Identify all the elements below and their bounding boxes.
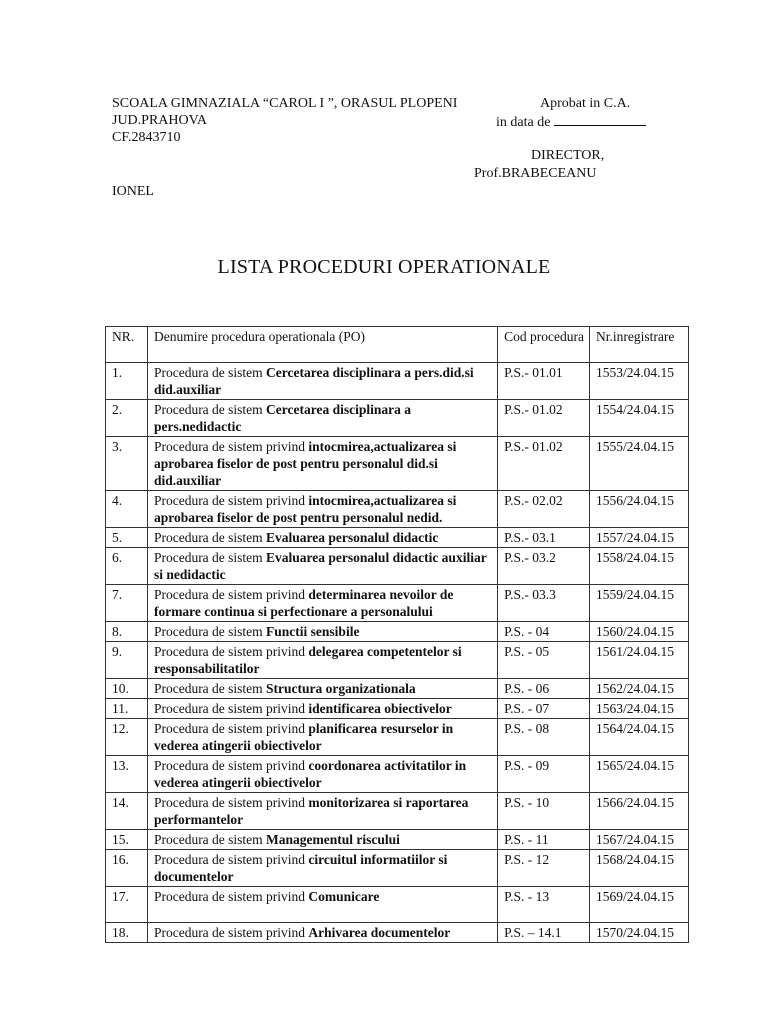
cell-name: [147, 719, 497, 756]
cell-nr: 17.: [106, 887, 148, 923]
date-blank-line: [554, 112, 646, 126]
cell-nr: 15.: [106, 830, 148, 850]
cell-nr: 8.: [106, 622, 148, 642]
cell-nr: 2.: [106, 400, 148, 437]
table-row: [106, 679, 689, 699]
procedure-subject: determinarea nevoilor de formare continua si perfectionare a personalului: [153, 587, 454, 619]
table-row: [106, 850, 689, 887]
cell-code: P.S. - 09: [498, 756, 590, 793]
cell-reg: 1553/24.04.15: [590, 363, 689, 400]
cell-reg: 1566/24.04.15: [590, 793, 689, 830]
cell-nr: 18.: [106, 923, 148, 943]
table-row: [106, 585, 689, 622]
cell-reg: 1554/24.04.15: [590, 400, 689, 437]
table-row: [106, 363, 689, 400]
procedure-subject: monitorizarea si raportarea performantelor: [153, 795, 469, 827]
procedure-type: Procedura de sistem privind: [153, 852, 306, 867]
cell-code: P.S.- 01.02: [498, 437, 590, 491]
cell-nr: 4.: [106, 491, 148, 528]
procedure-subject: Evaluarea personalul didactic auxiliar si nedidactic: [153, 550, 487, 582]
cell-reg: 1569/24.04.15: [590, 887, 689, 923]
procedure-type: Procedura de sistem privind: [153, 758, 306, 773]
cell-name: [147, 622, 497, 642]
cell-name: [147, 793, 497, 830]
cell-reg: 1570/24.04.15: [590, 923, 689, 943]
cell-reg: 1564/24.04.15: [590, 719, 689, 756]
procedure-subject: delegarea competentelor si responsabilitatilor: [153, 644, 462, 676]
cell-code: P.S.- 01.01: [498, 363, 590, 400]
cell-nr: 3.: [106, 437, 148, 491]
table-row: [106, 699, 689, 719]
cell-reg: 1557/24.04.15: [590, 528, 689, 548]
table-row: [106, 491, 689, 528]
cell-code: P.S. - 11: [498, 830, 590, 850]
cell-name: [147, 400, 497, 437]
cell-nr: 11.: [106, 699, 148, 719]
cell-nr: 9.: [106, 642, 148, 679]
procedure-type: Procedura de sistem privind: [153, 439, 306, 454]
procedure-type: Procedura de sistem: [153, 624, 263, 639]
cell-name: [147, 642, 497, 679]
procedure-type: Procedura de sistem: [153, 681, 263, 696]
table-row: [106, 719, 689, 756]
cell-reg: 1568/24.04.15: [590, 850, 689, 887]
cell-name: [147, 585, 497, 622]
header-nr: NR.: [106, 327, 148, 363]
procedure-type: Procedura de sistem: [153, 365, 263, 380]
cell-code: P.S.- 01.02: [498, 400, 590, 437]
school-name: SCOALA GIMNAZIALA “CAROL I ”, ORASUL PLOPENI: [112, 96, 458, 111]
cell-name: [147, 756, 497, 793]
table-row: [106, 622, 689, 642]
cell-nr: 13.: [106, 756, 148, 793]
table-row: [106, 793, 689, 830]
procedure-type: Procedura de sistem privind: [153, 587, 306, 602]
cell-code: P.S. - 13: [498, 887, 590, 923]
cell-code: P.S.- 03.1: [498, 528, 590, 548]
cell-name: [147, 363, 497, 400]
cell-code: P.S. - 04: [498, 622, 590, 642]
procedure-subject: intocmirea,actualizarea si aprobarea fiselor de post pentru personalul nedid.: [153, 493, 457, 525]
cell-nr: 7.: [106, 585, 148, 622]
cell-name: [147, 548, 497, 585]
cell-name: [147, 887, 497, 923]
cell-code: P.S.- 03.3: [498, 585, 590, 622]
header-name: Denumire procedura operationala (PO): [147, 327, 497, 363]
cell-code: P.S. - 12: [498, 850, 590, 887]
cell-code: P.S. - 08: [498, 719, 590, 756]
cell-name: [147, 699, 497, 719]
approval-label: Aprobat in C.A.: [540, 96, 631, 111]
procedure-type: Procedura de sistem privind: [153, 925, 306, 940]
procedure-subject: Arhivarea documentelor: [308, 925, 451, 940]
cell-reg: 1565/24.04.15: [590, 756, 689, 793]
cell-reg: 1558/24.04.15: [590, 548, 689, 585]
cell-code: P.S. - 10: [498, 793, 590, 830]
procedure-subject: circuitul informatiilor si documentelor: [153, 852, 448, 884]
procedure-type: Procedura de sistem: [153, 550, 263, 565]
cell-reg: 1559/24.04.15: [590, 585, 689, 622]
cell-name: [147, 437, 497, 491]
procedure-type: Procedura de sistem: [153, 832, 263, 847]
county-line: JUD.PRAHOVA: [112, 113, 208, 128]
cell-nr: 16.: [106, 850, 148, 887]
cell-name: [147, 491, 497, 528]
table-row: [106, 923, 689, 943]
cell-reg: 1563/24.04.15: [590, 699, 689, 719]
procedure-type: Procedura de sistem: [153, 530, 263, 545]
table-row: [106, 400, 689, 437]
procedure-type: Procedura de sistem privind: [153, 493, 306, 508]
cell-reg: 1567/24.04.15: [590, 830, 689, 850]
procedure-type: Procedura de sistem privind: [153, 701, 306, 716]
table-row: [106, 437, 689, 491]
director-title: Prof.BRABECEANU: [474, 166, 597, 181]
cell-nr: 6.: [106, 548, 148, 585]
procedure-type: Procedura de sistem privind: [153, 644, 306, 659]
table-row: [106, 756, 689, 793]
cell-code: P.S.- 02.02: [498, 491, 590, 528]
procedure-subject: Functii sensibile: [266, 624, 360, 639]
cell-reg: 1562/24.04.15: [590, 679, 689, 699]
cell-name: [147, 528, 497, 548]
cell-name: [147, 830, 497, 850]
cell-reg: 1555/24.04.15: [590, 437, 689, 491]
table-row: [106, 830, 689, 850]
cell-reg: 1556/24.04.15: [590, 491, 689, 528]
procedure-subject: Managementul riscului: [266, 832, 400, 847]
cell-nr: 10.: [106, 679, 148, 699]
table-row: [106, 887, 689, 923]
director-first-name: IONEL: [112, 184, 154, 199]
procedure-subject: Cercetarea disciplinara a pers.nedidactic: [153, 402, 412, 434]
cell-code: P.S. – 14.1: [498, 923, 590, 943]
procedure-subject: planificarea resurselor in vederea atingerii obiectivelor: [153, 721, 454, 753]
cell-reg: 1561/24.04.15: [590, 642, 689, 679]
procedure-subject: Evaluarea personalul didactic: [266, 530, 439, 545]
director-label: DIRECTOR,: [531, 148, 605, 163]
cell-code: P.S. - 06: [498, 679, 590, 699]
procedure-subject: Comunicare: [308, 889, 380, 904]
procedure-subject: Cercetarea disciplinara a pers.did.si did.auxiliar: [153, 365, 474, 397]
table-row: [106, 642, 689, 679]
approval-date: [496, 112, 646, 132]
procedure-type: Procedura de sistem privind: [153, 795, 306, 810]
cell-name: [147, 850, 497, 887]
table-row: [106, 548, 689, 585]
cell-reg: 1560/24.04.15: [590, 622, 689, 642]
cell-code: P.S. - 05: [498, 642, 590, 679]
header-code: Cod procedura: [498, 327, 590, 363]
cell-code: P.S. - 07: [498, 699, 590, 719]
procedure-subject: identificarea obiectivelor: [308, 701, 452, 716]
header-reg: Nr.inregistrare: [590, 327, 689, 363]
cell-nr: 5.: [106, 528, 148, 548]
procedure-subject: intocmirea,actualizarea si aprobarea fiselor de post pentru personalul did.si did.auxiliar: [153, 439, 457, 488]
date-label: in data de: [496, 115, 551, 130]
cell-name: [147, 679, 497, 699]
procedure-subject: coordonarea activitatilor in vederea atingerii obiectivelor: [153, 758, 467, 790]
cell-nr: 14.: [106, 793, 148, 830]
procedure-type: Procedura de sistem privind: [153, 721, 306, 736]
cell-nr: 1.: [106, 363, 148, 400]
procedure-type: Procedura de sistem: [153, 402, 263, 417]
table-header-row: [106, 327, 689, 363]
fiscal-code: CF.2843710: [112, 130, 181, 145]
procedures-table: [105, 326, 689, 943]
procedure-type: Procedura de sistem privind: [153, 889, 306, 904]
cell-name: [147, 923, 497, 943]
table-row: [106, 528, 689, 548]
page-title: LISTA PROCEDURI OPERATIONALE: [217, 256, 551, 278]
procedure-subject: Structura organizationala: [266, 681, 416, 696]
cell-nr: 12.: [106, 719, 148, 756]
cell-code: P.S.- 03.2: [498, 548, 590, 585]
